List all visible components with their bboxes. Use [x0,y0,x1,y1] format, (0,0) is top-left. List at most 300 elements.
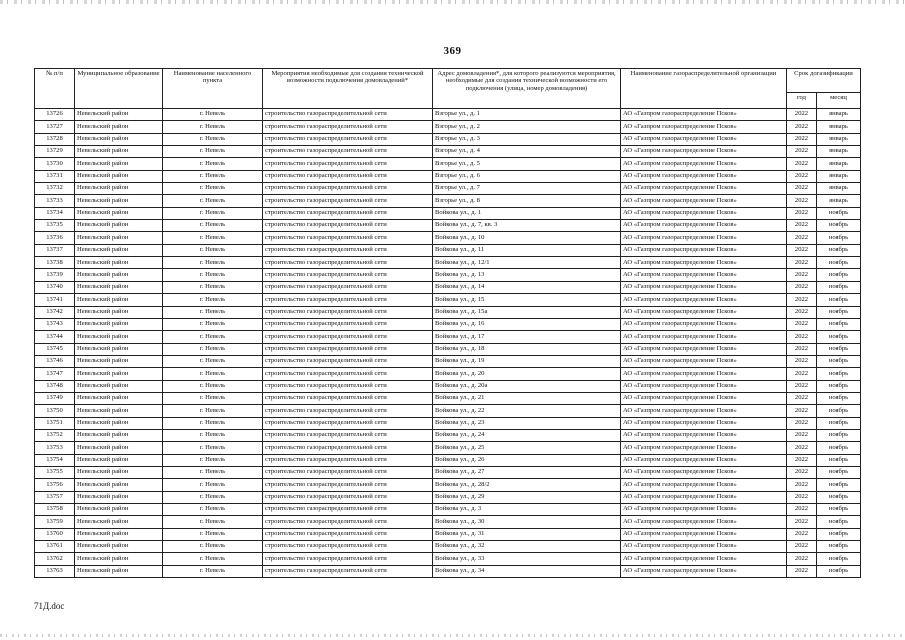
table-row [35,343,861,355]
cell-organization: АО «Газпром газораспределение Псков» [621,306,787,318]
header-measures: Мероприятия необходимые для создания технической возможности подключения домовладений* [263,69,433,109]
cell-settlement: г. Невель [163,281,263,293]
cell-settlement: г. Невель [163,355,263,367]
table-row [35,133,861,145]
cell-num: 13755 [35,466,75,478]
cell-month: ноябрь [817,392,861,404]
cell-organization: АО «Газпром газораспределение Псков» [621,429,787,441]
cell-settlement: г. Невель [163,232,263,244]
cell-month: январь [817,183,861,195]
cell-measure: строительство газораспределительной сети [263,244,433,256]
cell-address: Войкова ул., д. 25 [433,442,621,454]
table-row [35,158,861,170]
table-row [35,257,861,269]
cell-year: 2022 [787,121,817,133]
cell-year: 2022 [787,170,817,182]
table-row [35,183,861,195]
cell-month: ноябрь [817,380,861,392]
cell-year: 2022 [787,158,817,170]
cell-measure: строительство газораспределительной сети [263,121,433,133]
cell-organization: АО «Газпром газораспределение Псков» [621,207,787,219]
table-row [35,170,861,182]
cell-settlement: г. Невель [163,244,263,256]
cell-month: январь [817,146,861,158]
cell-year: 2022 [787,516,817,528]
cell-municipality: Невельский район [75,392,163,404]
cell-measure: строительство газораспределительной сети [263,318,433,330]
cell-year: 2022 [787,146,817,158]
cell-month: ноябрь [817,454,861,466]
cell-measure: строительство газораспределительной сети [263,565,433,577]
cell-municipality: Невельский район [75,368,163,380]
cell-municipality: Невельский район [75,417,163,429]
cell-month: ноябрь [817,232,861,244]
cell-month: январь [817,109,861,121]
cell-measure: строительство газораспределительной сети [263,516,433,528]
cell-settlement: г. Невель [163,541,263,553]
cell-num: 13743 [35,318,75,330]
cell-measure: строительство газораспределительной сети [263,454,433,466]
cell-year: 2022 [787,183,817,195]
cell-settlement: г. Невель [163,565,263,577]
cell-organization: АО «Газпром газораспределение Псков» [621,380,787,392]
cell-address: Войкова ул., д. 20 [433,368,621,380]
cell-settlement: г. Невель [163,343,263,355]
cell-num: 13728 [35,133,75,145]
cell-organization: АО «Газпром газораспределение Псков» [621,491,787,503]
cell-num: 13729 [35,146,75,158]
cell-settlement: г. Невель [163,109,263,121]
cell-measure: строительство газораспределительной сети [263,343,433,355]
table-row [35,405,861,417]
cell-municipality: Невельский район [75,109,163,121]
cell-year: 2022 [787,355,817,367]
cell-settlement: г. Невель [163,306,263,318]
cell-settlement: г. Невель [163,294,263,306]
cell-municipality: Невельский район [75,380,163,392]
cell-month: ноябрь [817,294,861,306]
table-row [35,294,861,306]
cell-settlement: г. Невель [163,466,263,478]
cell-measure: строительство газораспределительной сети [263,183,433,195]
cell-measure: строительство газораспределительной сети [263,528,433,540]
cell-month: ноябрь [817,331,861,343]
cell-year: 2022 [787,528,817,540]
cell-month: январь [817,195,861,207]
cell-measure: строительство газораспределительной сети [263,220,433,232]
cell-address: Войкова ул., д. 27 [433,466,621,478]
cell-measure: строительство газораспределительной сети [263,553,433,565]
cell-municipality: Невельский район [75,565,163,577]
cell-municipality: Невельский район [75,195,163,207]
cell-organization: АО «Газпром газораспределение Псков» [621,466,787,478]
table-row [35,553,861,565]
cell-address: Войкова ул., д. 26 [433,454,621,466]
cell-address: Войкова ул., д. 15 [433,294,621,306]
cell-municipality: Невельский район [75,294,163,306]
cell-num: 13752 [35,429,75,441]
cell-month: ноябрь [817,207,861,219]
cell-settlement: г. Невель [163,158,263,170]
cell-organization: АО «Газпром газораспределение Псков» [621,257,787,269]
cell-num: 13741 [35,294,75,306]
cell-year: 2022 [787,454,817,466]
table-row [35,516,861,528]
cell-num: 13740 [35,281,75,293]
table-row [35,244,861,256]
cell-month: ноябрь [817,269,861,281]
cell-organization: АО «Газпром газораспределение Псков» [621,121,787,133]
cell-municipality: Невельский район [75,257,163,269]
cell-num: 13727 [35,121,75,133]
cell-month: ноябрь [817,528,861,540]
cell-organization: АО «Газпром газораспределение Псков» [621,392,787,404]
cell-organization: АО «Газпром газораспределение Псков» [621,220,787,232]
cell-year: 2022 [787,479,817,491]
cell-address: Войкова ул., д. 34 [433,565,621,577]
cell-settlement: г. Невель [163,380,263,392]
cell-municipality: Невельский район [75,232,163,244]
cell-municipality: Невельский район [75,466,163,478]
cell-year: 2022 [787,553,817,565]
cell-organization: АО «Газпром газораспределение Псков» [621,109,787,121]
cell-measure: строительство газораспределительной сети [263,417,433,429]
cell-address: Взгорье ул., д. 3 [433,133,621,145]
cell-measure: строительство газораспределительной сети [263,232,433,244]
cell-month: ноябрь [817,257,861,269]
cell-organization: АО «Газпром газораспределение Псков» [621,281,787,293]
cell-measure: строительство газораспределительной сети [263,146,433,158]
cell-month: ноябрь [817,479,861,491]
table-row [35,306,861,318]
cell-address: Взгорье ул., д. 8 [433,195,621,207]
cell-measure: строительство газораспределительной сети [263,355,433,367]
cell-measure: строительство газораспределительной сети [263,257,433,269]
cell-settlement: г. Невель [163,429,263,441]
cell-num: 13735 [35,220,75,232]
table-row [35,466,861,478]
cell-settlement: г. Невель [163,183,263,195]
cell-municipality: Невельский район [75,146,163,158]
cell-settlement: г. Невель [163,133,263,145]
cell-municipality: Невельский район [75,553,163,565]
cell-measure: строительство газораспределительной сети [263,466,433,478]
cell-address: Войкова ул., д. 23 [433,417,621,429]
cell-address: Взгорье ул., д. 7 [433,183,621,195]
cell-num: 13762 [35,553,75,565]
cell-num: 13742 [35,306,75,318]
cell-year: 2022 [787,429,817,441]
table-row [35,417,861,429]
cell-num: 13730 [35,158,75,170]
cell-measure: строительство газораспределительной сети [263,170,433,182]
cell-measure: строительство газораспределительной сети [263,306,433,318]
cell-measure: строительство газораспределительной сети [263,269,433,281]
cell-organization: АО «Газпром газораспределение Псков» [621,294,787,306]
table-row [35,232,861,244]
table-row [35,565,861,577]
cell-measure: строительство газораспределительной сети [263,504,433,516]
cell-num: 13761 [35,541,75,553]
cell-year: 2022 [787,565,817,577]
cell-month: ноябрь [817,281,861,293]
cell-organization: АО «Газпром газораспределение Псков» [621,133,787,145]
cell-month: ноябрь [817,306,861,318]
cell-year: 2022 [787,269,817,281]
cell-year: 2022 [787,294,817,306]
cell-municipality: Невельский район [75,220,163,232]
gasification-table [34,68,861,578]
cell-month: ноябрь [817,541,861,553]
cell-year: 2022 [787,331,817,343]
cell-num: 13748 [35,380,75,392]
cell-settlement: г. Невель [163,368,263,380]
scan-top-edge [0,0,905,4]
table-row [35,269,861,281]
cell-month: ноябрь [817,405,861,417]
cell-municipality: Невельский район [75,491,163,503]
cell-measure: строительство газораспределительной сети [263,442,433,454]
table-row [35,392,861,404]
cell-year: 2022 [787,220,817,232]
cell-settlement: г. Невель [163,146,263,158]
cell-settlement: г. Невель [163,170,263,182]
cell-address: Войкова ул., д. 29 [433,491,621,503]
cell-year: 2022 [787,380,817,392]
scan-bottom-edge [0,634,905,637]
cell-measure: строительство газораспределительной сети [263,429,433,441]
cell-settlement: г. Невель [163,331,263,343]
cell-num: 13744 [35,331,75,343]
document-filename: 71Д.doc [34,601,65,611]
cell-settlement: г. Невель [163,121,263,133]
cell-num: 13746 [35,355,75,367]
cell-address: Войкова ул., д. 33 [433,553,621,565]
cell-settlement: г. Невель [163,528,263,540]
table-row [35,355,861,367]
cell-municipality: Невельский район [75,528,163,540]
cell-organization: АО «Газпром газораспределение Псков» [621,405,787,417]
cell-address: Войкова ул., д. 31 [433,528,621,540]
table-row [35,454,861,466]
header-num: № п/п [35,69,75,109]
cell-num: 13763 [35,565,75,577]
cell-municipality: Невельский район [75,318,163,330]
cell-year: 2022 [787,306,817,318]
cell-month: ноябрь [817,318,861,330]
cell-address: Взгорье ул., д. 5 [433,158,621,170]
cell-measure: строительство газораспределительной сети [263,109,433,121]
cell-year: 2022 [787,541,817,553]
table-row [35,368,861,380]
cell-year: 2022 [787,417,817,429]
cell-address: Войкова ул., д. 28/2 [433,479,621,491]
cell-settlement: г. Невель [163,504,263,516]
cell-organization: АО «Газпром газораспределение Псков» [621,516,787,528]
cell-year: 2022 [787,392,817,404]
cell-month: ноябрь [817,368,861,380]
cell-year: 2022 [787,195,817,207]
cell-address: Взгорье ул., д. 2 [433,121,621,133]
header-year: год [787,93,817,109]
cell-organization: АО «Газпром газораспределение Псков» [621,318,787,330]
cell-month: ноябрь [817,244,861,256]
cell-organization: АО «Газпром газораспределение Псков» [621,479,787,491]
table-row [35,146,861,158]
cell-municipality: Невельский район [75,516,163,528]
cell-settlement: г. Невель [163,516,263,528]
cell-settlement: г. Невель [163,442,263,454]
cell-num: 13733 [35,195,75,207]
cell-year: 2022 [787,281,817,293]
cell-num: 13754 [35,454,75,466]
cell-year: 2022 [787,343,817,355]
table-row [35,541,861,553]
cell-month: ноябрь [817,429,861,441]
cell-year: 2022 [787,244,817,256]
cell-measure: строительство газораспределительной сети [263,491,433,503]
cell-measure: строительство газораспределительной сети [263,380,433,392]
cell-year: 2022 [787,207,817,219]
cell-organization: АО «Газпром газораспределение Псков» [621,158,787,170]
cell-num: 13759 [35,516,75,528]
cell-settlement: г. Невель [163,318,263,330]
table-header-row [35,69,861,93]
header-municipality: Муниципальное образование [75,69,163,109]
table-row [35,442,861,454]
cell-municipality: Невельский район [75,541,163,553]
cell-address: Войкова ул., д. 15а [433,306,621,318]
cell-num: 13751 [35,417,75,429]
cell-num: 13738 [35,257,75,269]
cell-organization: АО «Газпром газораспределение Псков» [621,183,787,195]
cell-municipality: Невельский район [75,454,163,466]
cell-year: 2022 [787,109,817,121]
table-row [35,528,861,540]
cell-year: 2022 [787,368,817,380]
table-row [35,220,861,232]
cell-address: Взгорье ул., д. 1 [433,109,621,121]
cell-month: ноябрь [817,516,861,528]
cell-year: 2022 [787,257,817,269]
cell-year: 2022 [787,405,817,417]
cell-municipality: Невельский район [75,355,163,367]
cell-month: ноябрь [817,343,861,355]
cell-num: 13745 [35,343,75,355]
cell-num: 13731 [35,170,75,182]
cell-month: ноябрь [817,220,861,232]
cell-organization: АО «Газпром газораспределение Псков» [621,504,787,516]
cell-settlement: г. Невель [163,257,263,269]
cell-organization: АО «Газпром газораспределение Псков» [621,244,787,256]
cell-settlement: г. Невель [163,479,263,491]
cell-organization: АО «Газпром газораспределение Псков» [621,417,787,429]
cell-measure: строительство газораспределительной сети [263,392,433,404]
cell-address: Войкова ул., д. 13 [433,269,621,281]
table-row [35,479,861,491]
cell-num: 13760 [35,528,75,540]
cell-address: Войкова ул., д. 7, кв. 3 [433,220,621,232]
cell-month: ноябрь [817,466,861,478]
cell-municipality: Невельский район [75,405,163,417]
cell-address: Войкова ул., д. 30 [433,516,621,528]
cell-measure: строительство газораспределительной сети [263,479,433,491]
cell-measure: строительство газораспределительной сети [263,368,433,380]
cell-municipality: Невельский район [75,133,163,145]
cell-organization: АО «Газпром газораспределение Псков» [621,331,787,343]
cell-month: ноябрь [817,553,861,565]
cell-address: Войкова ул., д. 24 [433,429,621,441]
cell-num: 13737 [35,244,75,256]
cell-address: Войкова ул., д. 1 [433,207,621,219]
cell-year: 2022 [787,133,817,145]
cell-municipality: Невельский район [75,158,163,170]
cell-address: Войкова ул., д. 20а [433,380,621,392]
cell-year: 2022 [787,442,817,454]
cell-address: Войкова ул., д. 10 [433,232,621,244]
cell-address: Войкова ул., д. 32 [433,541,621,553]
cell-address: Войкова ул., д. 16 [433,318,621,330]
cell-num: 13750 [35,405,75,417]
table-row [35,207,861,219]
cell-num: 13747 [35,368,75,380]
cell-municipality: Невельский район [75,244,163,256]
cell-municipality: Невельский район [75,429,163,441]
cell-num: 13734 [35,207,75,219]
cell-organization: АО «Газпром газораспределение Псков» [621,146,787,158]
cell-settlement: г. Невель [163,405,263,417]
cell-month: ноябрь [817,417,861,429]
cell-municipality: Невельский район [75,281,163,293]
cell-address: Войкова ул., д. 12/1 [433,257,621,269]
cell-settlement: г. Невель [163,454,263,466]
cell-organization: АО «Газпром газораспределение Псков» [621,368,787,380]
cell-num: 13749 [35,392,75,404]
cell-municipality: Невельский район [75,269,163,281]
cell-address: Взгорье ул., д. 6 [433,170,621,182]
header-deadline: Срок догазификации [787,69,861,93]
table-row [35,491,861,503]
table-row [35,195,861,207]
cell-month: январь [817,170,861,182]
cell-num: 13757 [35,491,75,503]
cell-municipality: Невельский район [75,306,163,318]
cell-year: 2022 [787,232,817,244]
cell-settlement: г. Невель [163,269,263,281]
cell-municipality: Невельский район [75,479,163,491]
cell-organization: АО «Газпром газораспределение Псков» [621,442,787,454]
cell-municipality: Невельский район [75,504,163,516]
header-address: Адрес домовладения*, для которого реализуются мероприятия, необходимые для создания технической возможности его подключения (улица, номер домовладения) [433,69,621,109]
cell-year: 2022 [787,504,817,516]
cell-num: 13736 [35,232,75,244]
cell-organization: АО «Газпром газораспределение Псков» [621,195,787,207]
cell-measure: строительство газораспределительной сети [263,133,433,145]
cell-address: Войкова ул., д. 17 [433,331,621,343]
cell-address: Войкова ул., д. 18 [433,343,621,355]
cell-num: 13756 [35,479,75,491]
cell-address: Войкова ул., д. 14 [433,281,621,293]
cell-organization: АО «Газпром газораспределение Псков» [621,232,787,244]
header-organization: Наименование газораспределительной организации [621,69,787,109]
cell-municipality: Невельский район [75,170,163,182]
cell-num: 13726 [35,109,75,121]
cell-municipality: Невельский район [75,442,163,454]
cell-organization: АО «Газпром газораспределение Псков» [621,565,787,577]
cell-measure: строительство газораспределительной сети [263,195,433,207]
cell-settlement: г. Невель [163,220,263,232]
cell-address: Войкова ул., д. 19 [433,355,621,367]
